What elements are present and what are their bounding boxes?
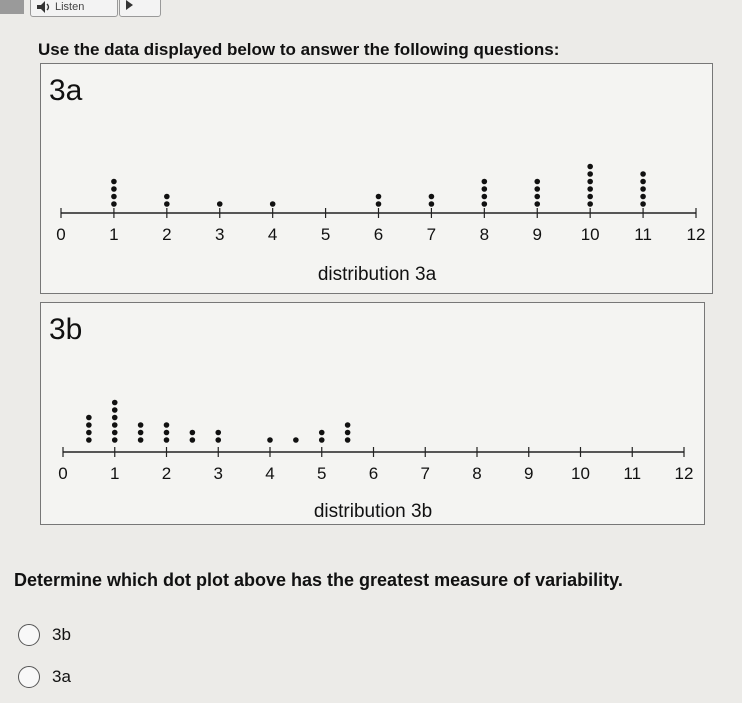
data-dot <box>534 186 540 192</box>
data-dot <box>534 201 540 207</box>
speaker-icon <box>37 1 51 13</box>
plot-label-3b: 3b <box>49 313 83 346</box>
listen-label: Listen <box>55 1 85 13</box>
data-dot <box>190 437 196 443</box>
tick-label: 3 <box>213 464 223 483</box>
axis-caption: distribution 3b <box>313 501 433 522</box>
data-dot <box>215 430 221 436</box>
tick-label: 1 <box>110 464 120 483</box>
data-dot <box>429 201 435 207</box>
data-dot <box>138 430 144 436</box>
data-dot <box>534 194 540 200</box>
data-dot <box>112 437 118 443</box>
data-dot <box>482 201 488 207</box>
radio-button[interactable] <box>18 624 40 646</box>
tick-label: 4 <box>267 225 278 244</box>
data-dot <box>164 437 170 443</box>
data-dot <box>270 201 276 207</box>
dot-plot-3a-svg <box>41 64 714 295</box>
option-3b[interactable] <box>18 624 71 646</box>
tick-label: 9 <box>532 225 542 244</box>
plot-label-3a: 3a <box>49 74 83 107</box>
tick-label: 12 <box>686 225 706 244</box>
dot-plot-3b-svg <box>41 303 706 526</box>
data-dot <box>429 194 435 200</box>
tick-label: 9 <box>524 464 534 483</box>
radio-button[interactable] <box>18 666 40 688</box>
data-dot <box>587 179 593 185</box>
data-dot <box>112 400 118 406</box>
tick-label: 8 <box>479 225 490 244</box>
data-dot <box>482 194 488 200</box>
listen-button[interactable] <box>30 0 118 17</box>
tick-label: 7 <box>420 464 430 483</box>
data-dot <box>587 186 593 192</box>
play-button[interactable] <box>119 0 161 17</box>
data-dot <box>164 422 170 428</box>
data-dot <box>112 407 118 413</box>
tick-label: 10 <box>580 225 600 244</box>
tick-label: 6 <box>368 464 379 483</box>
tick-label: 5 <box>317 464 327 483</box>
play-icon <box>126 0 133 10</box>
data-dot <box>587 201 593 207</box>
toolbar <box>0 0 742 20</box>
instruction-text: Use the data displayed below to answer the following questions: <box>38 40 560 59</box>
data-dot <box>534 179 540 185</box>
data-dot <box>267 437 273 443</box>
data-dot <box>111 194 117 200</box>
data-dot <box>164 430 170 436</box>
tick-label: 1 <box>109 225 119 244</box>
tick-label: 11 <box>623 464 642 483</box>
tick-label: 7 <box>426 225 437 244</box>
data-dot <box>164 201 170 207</box>
option-label: 3b <box>52 625 71 644</box>
data-dot <box>640 194 646 200</box>
data-dot <box>217 201 223 207</box>
data-dot <box>111 186 117 192</box>
dot-plot-3b <box>40 302 705 525</box>
tick-label: 3 <box>215 225 225 244</box>
data-dot <box>640 186 646 192</box>
data-dot <box>138 422 144 428</box>
tick-label: 12 <box>674 464 694 483</box>
data-dot <box>111 201 117 207</box>
data-dot <box>640 179 646 185</box>
data-dot <box>587 164 593 170</box>
tick-label: 11 <box>634 225 652 244</box>
tick-label: 8 <box>472 464 482 483</box>
data-dot <box>112 422 118 428</box>
tick-label: 2 <box>162 225 172 244</box>
tick-label: 10 <box>571 464 590 483</box>
data-dot <box>86 430 92 436</box>
tick-label: 0 <box>58 464 68 483</box>
data-dot <box>319 430 325 436</box>
data-dot <box>376 201 382 207</box>
data-dot <box>482 186 488 192</box>
tick-label: 0 <box>56 225 66 244</box>
question-text: Determine which dot plot above has the greatest measure of variability. <box>14 570 623 590</box>
data-dot <box>111 179 117 185</box>
dot-plot-3a <box>40 63 713 294</box>
data-dot <box>345 430 351 436</box>
data-dot <box>640 201 646 207</box>
tick-label: 5 <box>320 225 331 244</box>
data-dot <box>86 437 92 443</box>
data-dot <box>112 415 118 421</box>
tick-label: 2 <box>161 464 172 483</box>
axis-caption: distribution 3a <box>317 264 437 285</box>
option-label: 3a <box>52 667 71 686</box>
data-dot <box>345 422 351 428</box>
option-3a[interactable] <box>18 666 71 688</box>
data-dot <box>293 437 299 443</box>
data-dot <box>640 171 646 177</box>
data-dot <box>112 430 118 436</box>
data-dot <box>190 430 196 436</box>
data-dot <box>376 194 382 200</box>
data-dot <box>138 437 144 443</box>
data-dot <box>482 179 488 185</box>
data-dot <box>345 437 351 443</box>
data-dot <box>86 422 92 428</box>
data-dot <box>164 194 170 200</box>
data-dot <box>587 171 593 177</box>
data-dot <box>86 415 92 421</box>
tick-label: 4 <box>265 464 275 483</box>
data-dot <box>587 194 593 200</box>
tick-label: 6 <box>373 225 384 244</box>
toolbar-menu-bar[interactable] <box>0 0 24 14</box>
data-dot <box>319 437 325 443</box>
data-dot <box>215 437 221 443</box>
